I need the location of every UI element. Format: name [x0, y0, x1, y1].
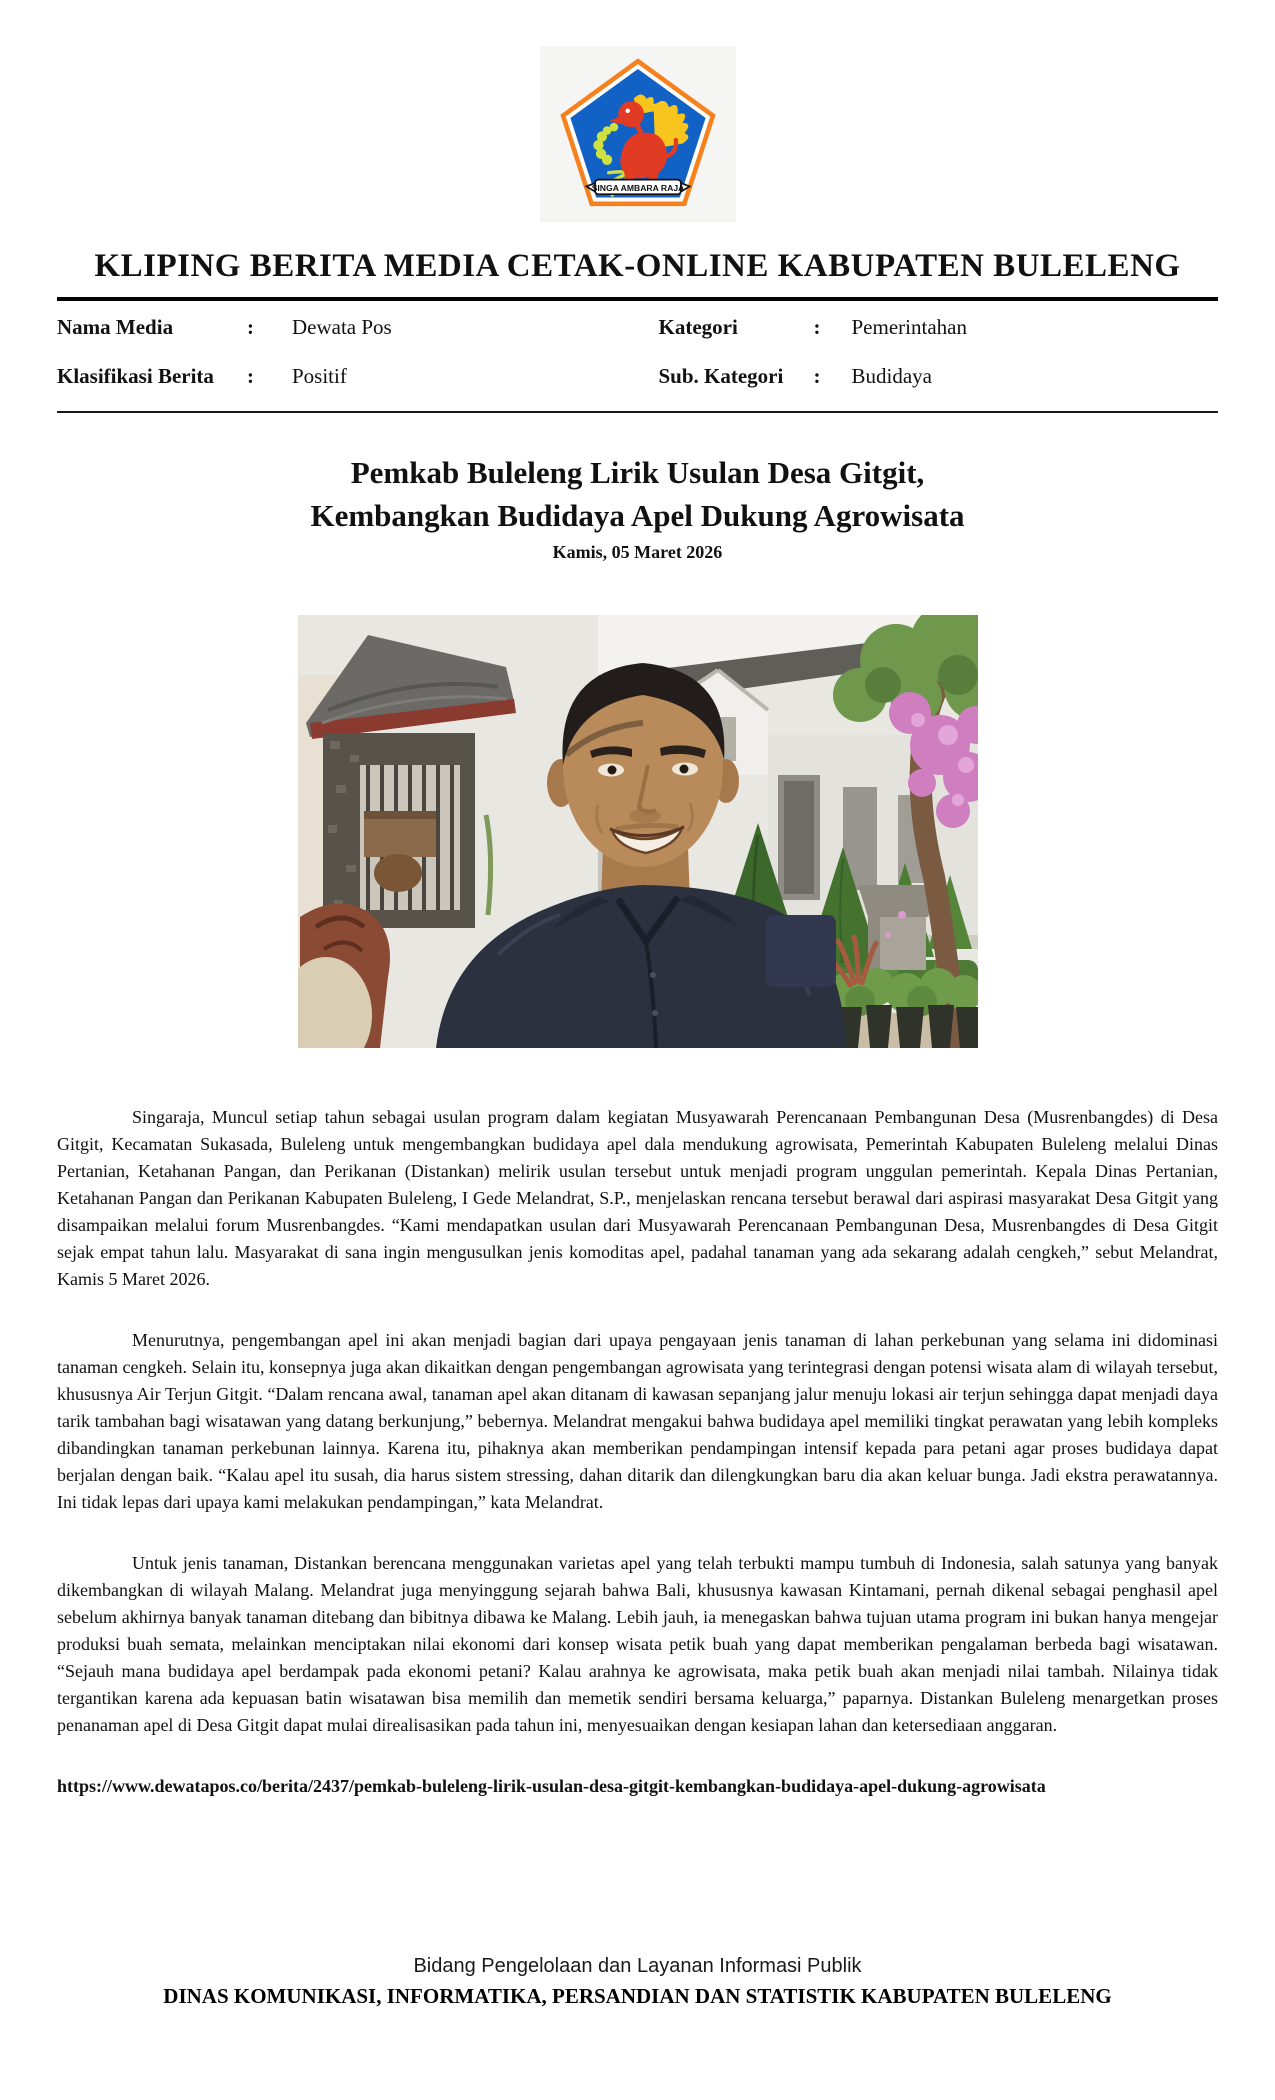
buleleng-emblem [540, 46, 736, 222]
meta-label-nama-media: Nama Media [57, 315, 174, 339]
metadata-table [0, 301, 1275, 405]
article-headline-line1: Pemkab Buleleng Lirik Usulan Desa Gitgit, [350, 455, 925, 490]
meta-label-kategori: Kategori [658, 315, 738, 339]
page-footer [0, 1955, 1275, 2009]
article-source-url: https://www.dewatapos.co/berita/2437/pemkab-buleleng-lirik-usulan-desa-gitgit-kembangkan-budidaya-apel-dukung-agrowisata [57, 1775, 1046, 1796]
footer-agency: DINAS KOMUNIKASI, INFORMATIKA, PERSANDIAN DAN STATISTIK KABUPATEN BULELENG [163, 1984, 1112, 2008]
article-paragraph-1: Singaraja, Muncul setiap tahun sebagai usulan program dalam kegiatan Musyawarah Perencanaan Pembangunan Desa (Musrenbangdes) di Desa Gitgit, Kecamatan Sukasada, Buleleng untuk mengembangkan budidaya apel dala mendukung agrowisata, Pemerintah Kabupaten Buleleng melalui Dinas Pertanian, Ketahanan Pangan, dan Perikanan (Distankan) melirik usulan tersebut untuk menjadi program unggulan pemerintah. Kepala Dinas Pertanian, Ketahanan Pangan dan Perikanan Kabupaten Buleleng, I Gede Melandrat, S.P., menjelaskan rencana tersebut berawal dari aspirasi masyarakat Desa Gitgit yang disampaikan melalui forum Musrenbangdes. “Kami mendapatkan usulan dari Musyawarah Perencanaan Pembangunan Desa, Musrenbangdes di Desa Gitgit sejak empat tahun lalu. Masyarakat di sana ingin mengusulkan jenis komoditas apel, padahal tanaman yang ada sekarang adalah cengkeh,” sebut Melandrat, Kamis 5 Maret 2026. [57, 1106, 1218, 1289]
article-paragraph-3: Untuk jenis tanaman, Distankan berencana menggunakan varietas apel yang telah terbukti mampu tumbuh di Indonesia, salah satunya yang banyak dikembangkan di wilayah Malang. Melandrat juga menyinggung sejarah bahwa Bali, khususnya kawasan Kintamani, pernah dikenal sebagai penghasil apel sebelum akhirnya banyak tanaman ditebang dan bibitnya dibawa ke Malang. Lebih jauh, ia menegaskan bahwa tujuan utama program ini bukan hanya mengejar produksi buah semata, melainkan menciptakan nilai ekonomi dari konsep wisata petik buah yang dapat memberikan pengalaman berbeda bagi wisatawan. “Sejauh mana budidaya apel berdampak pada ekonomi petani? Kalau arahnya ke agrowisata, maka petik buah akan menjadi nilai tambah. Nilainya tidak tergantikan karena ada kepuasan batin wisatawan bisa memilih dan memetik sendiri bersama keluarga,” paparnya. Distankan Buleleng menargetkan proses penanaman apel di Desa Gitgit dapat mulai direalisasikan pada tahun ini, menyesuaikan dengan kesiapan lahan dan ketersediaan anggaran. [57, 1552, 1218, 1735]
emblem-banner-text: SINGA AMBARA RAJA [591, 182, 684, 193]
article-headline [0, 451, 1275, 538]
meta-colon: : [247, 315, 254, 339]
meta-value-klasifikasi: Positif [292, 364, 347, 388]
divider-thin [57, 411, 1218, 413]
meta-colon: : [813, 364, 821, 388]
meta-value-kategori: Pemerintahan [851, 315, 967, 339]
article-paragraph-2: Menurutnya, pengembangan apel ini akan menjadi bagian dari upaya pengayaan jenis tanaman di lahan perkebunan yang selama ini didominasi tanaman cengkeh. Selain itu, konsepnya juga akan dikaitkan dengan pengembangan agrowisata yang terintegrasi dengan potensi wisata alam di wilayah tersebut, khususnya Air Terjun Gitgit. “Dalam rencana awal, tanaman apel akan ditanam di kawasan sepanjang jalur menuju lokasi air terjun sehingga dapat menjadi daya tarik tambahan bagi wisatawan yang datang berkunjung,” bebernya. Melandrat mengakui bahwa budidaya apel memiliki tingkat perawatan yang lebih kompleks dibandingkan tanaman perkebunan lainnya. Karena itu, pihaknya akan memberikan pendampingan intensif kepada para petani agar proses budidaya dapat berjalan dengan baik. “Kalau apel itu susah, dia harus sistem stressing, dahan ditarik dan dilengkungkan baru dia akan keluar bunga. Jadi ekstra perawatannya. Ini tidak lepas dari upaya kami melakukan pendampingan,” kata Melandrat. [57, 1329, 1218, 1512]
meta-value-nama-media: Dewata Pos [292, 315, 392, 339]
article-date: Kamis, 05 Maret 2026 [552, 541, 723, 562]
document-title: KLIPING BERITA MEDIA CETAK-ONLINE KABUPATEN BULELENG [94, 248, 1181, 284]
meta-colon: : [813, 315, 821, 339]
article-body [0, 1104, 1275, 1739]
meta-value-sub-kategori: Budidaya [851, 364, 932, 388]
emblem-banner [586, 180, 689, 195]
footer-division: Bidang Pengelolaan dan Layanan Informasi Publik [413, 1955, 862, 1977]
article-photo [298, 615, 978, 1048]
article-headline-line2: Kembangkan Budidaya Apel Dukung Agrowisata [310, 498, 965, 534]
buleleng-coat-of-arms-icon [552, 53, 724, 215]
meta-label-klasifikasi: Klasifikasi Berita [57, 364, 214, 388]
meta-label-sub-kategori: Sub. Kategori [658, 364, 784, 388]
meta-colon: : [247, 364, 254, 388]
photo-chair [298, 903, 390, 1048]
